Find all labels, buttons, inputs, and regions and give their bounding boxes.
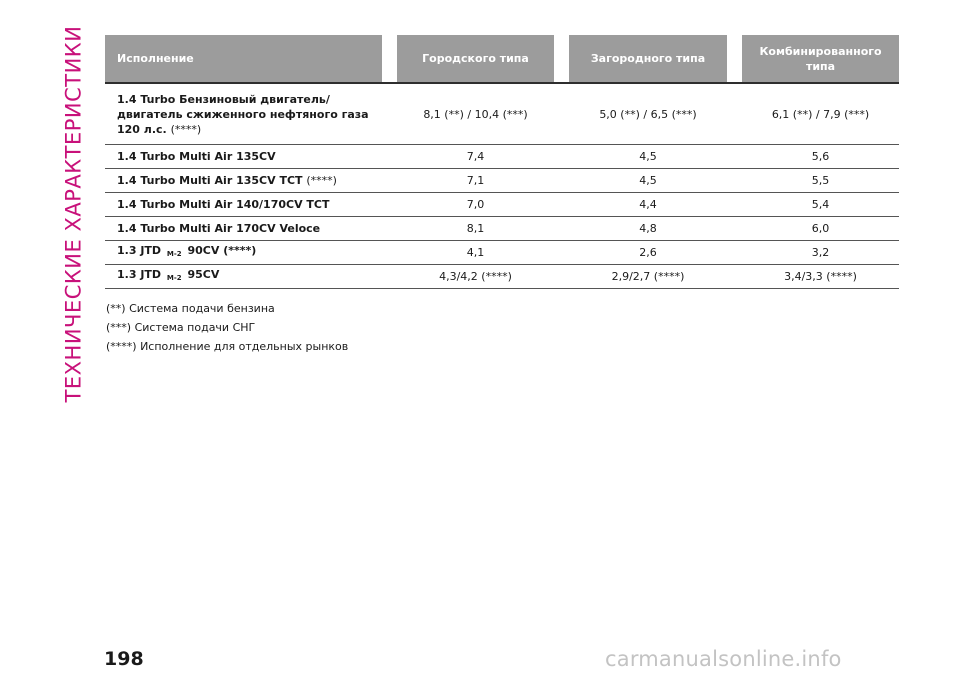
fuel-consumption-table: [105, 35, 899, 289]
row-city: 4,1: [397, 241, 554, 265]
row-version: 1.4 Turbo Multi Air 140/170CV TCT: [105, 193, 382, 217]
row-city: 8,1 (**) / 10,4 (***): [397, 84, 554, 145]
section-side-title-text: ТЕХНИЧЕСКИЕ ХАРАКТЕРИСТИКИ: [61, 25, 86, 403]
row-extra-urban: 4,4: [569, 193, 727, 217]
row-combined: 5,6: [742, 145, 899, 169]
row-city: 8,1: [397, 217, 554, 241]
row-version: 1.4 Turbo Multi Air 135CV: [105, 145, 382, 169]
section-side-title: [58, 25, 88, 403]
row-combined: 6,0: [742, 217, 899, 241]
row-combined: 6,1 (**) / 7,9 (***): [742, 84, 899, 145]
row-version: 1.3 JTD $_{M-2}$ 95CV: [105, 265, 382, 289]
row-city: 4,3/4,2 (****): [397, 265, 554, 289]
table-row: [105, 145, 899, 169]
header-city: Городского типа: [397, 35, 554, 84]
footnote: (****) Исполнение для отдельных рынков: [106, 340, 349, 353]
row-version: 1.4 Turbo Multi Air 170CV Veloce: [105, 217, 382, 241]
row-extra-urban: 2,6: [569, 241, 727, 265]
table-row: [105, 169, 899, 193]
footnotes: [106, 299, 348, 356]
row-combined: 5,5: [742, 169, 899, 193]
table-row: [105, 241, 899, 265]
row-version: 1.4 Turbo Multi Air 135CV TCT (****): [105, 169, 382, 193]
header-extra-urban: Загородного типа: [569, 35, 727, 84]
header-combined: Комбинированного типа: [742, 35, 899, 84]
page-number: 198: [104, 648, 144, 670]
row-extra-urban: 5,0 (**) / 6,5 (***): [569, 84, 727, 145]
row-combined: 3,2: [742, 241, 899, 265]
row-city: 7,0: [397, 193, 554, 217]
row-extra-urban: 4,5: [569, 169, 727, 193]
row-extra-urban: 4,5: [569, 145, 727, 169]
row-extra-urban: 4,8: [569, 217, 727, 241]
table-row: [105, 265, 899, 289]
row-city: 7,1: [397, 169, 554, 193]
row-combined: 5,4: [742, 193, 899, 217]
row-city: 7,4: [397, 145, 554, 169]
footnote: (**) Система подачи бензина: [106, 302, 275, 315]
table-row: [105, 217, 899, 241]
row-version: 1.3 JTD $_{M-2}$ 90CV (****): [105, 241, 382, 265]
row-combined: 3,4/3,3 (****): [742, 265, 899, 289]
header-version: Исполнение: [105, 35, 382, 84]
row-extra-urban: 2,9/2,7 (****): [569, 265, 727, 289]
footnote: (***) Система подачи СНГ: [106, 321, 256, 334]
table-row: [105, 84, 899, 145]
table-row: [105, 193, 899, 217]
table-header-row: [105, 35, 899, 84]
row-version: 1.4 Turbo Бензиновый двигатель/ двигатель сжиженного нефтяного газа 120 л.с. (****): [105, 84, 382, 145]
watermark: carmanualsonline.info: [605, 647, 842, 671]
